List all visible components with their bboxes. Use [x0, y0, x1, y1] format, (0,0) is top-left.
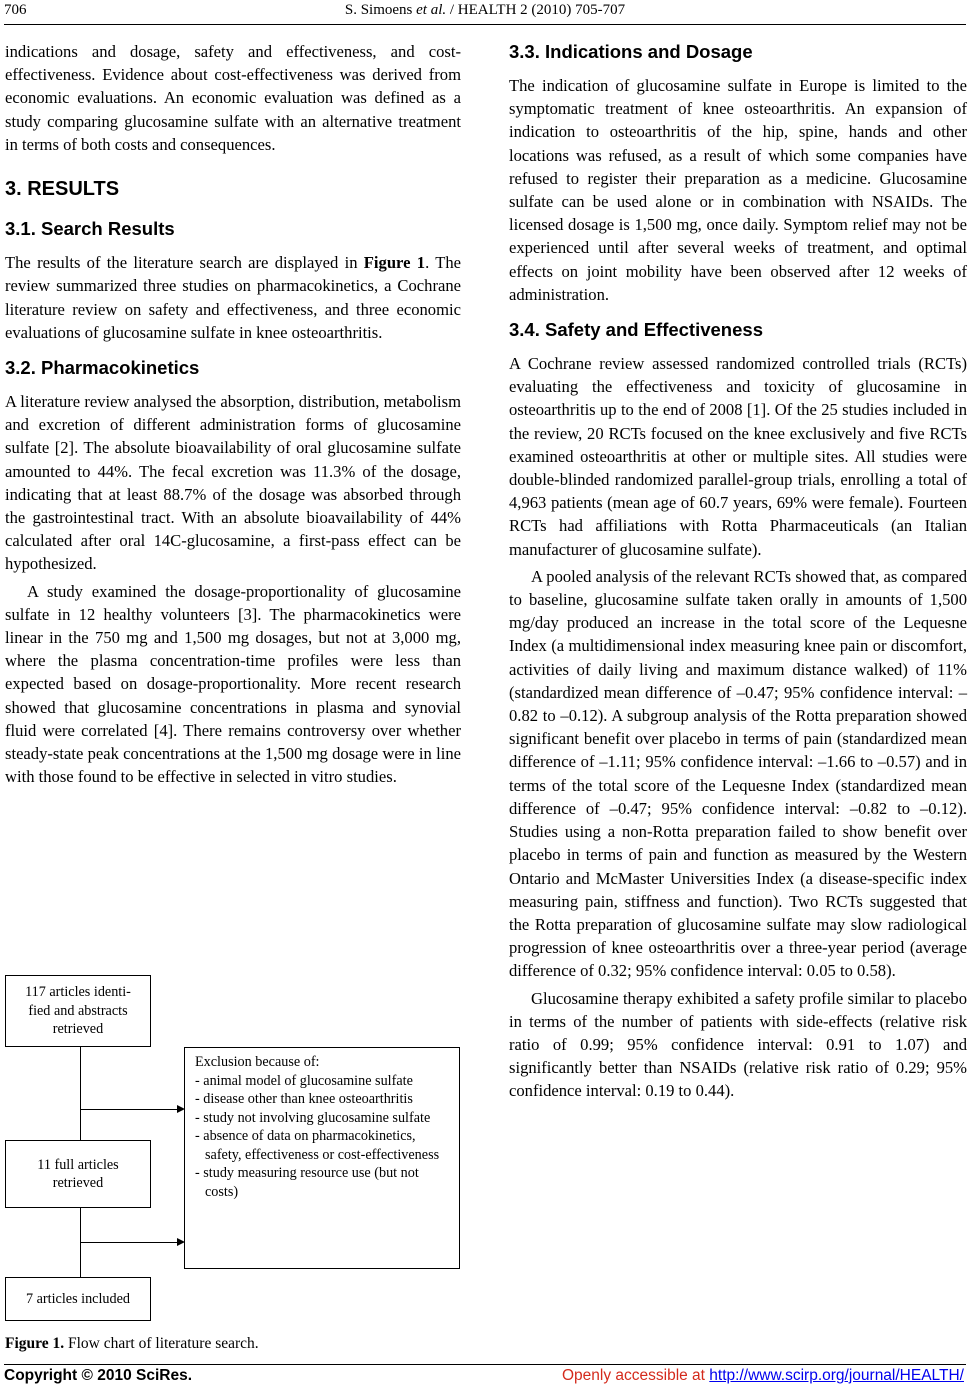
exclusion-title: Exclusion because of: [195, 1054, 320, 1070]
heading-indications-dosage: 3.3. Indications and Dosage [509, 41, 753, 62]
heading-safety-effectiveness: 3.4. Safety and Effectiveness [509, 319, 763, 341]
footer-open-access [562, 1367, 964, 1385]
box-full-articles-label: 11 full articles retrieved [37, 1156, 119, 1191]
footer-copyright: Copyright © 2010 SciRes. [4, 1367, 193, 1384]
connector-line-bottom [80, 1208, 81, 1277]
box-full-articles [5, 1140, 151, 1208]
connector-line-top [80, 1047, 81, 1140]
running-title-journal: / HEALTH 2 (2010) 705-707 [446, 2, 626, 18]
figure-caption-text: Flow chart of literature search. [64, 1335, 259, 1352]
exclusion-item: - absence of data on pharmacokinetics, safety, effectiveness or cost-effectiveness [195, 1128, 440, 1163]
figure-caption [5, 1335, 259, 1353]
box-exclusion-criteria [184, 1047, 460, 1269]
running-title-authors: S. Simoens [344, 2, 417, 18]
journal-url-link[interactable]: http://www.scirp.org/journal/HEALTH/ [709, 1367, 964, 1384]
paragraph-indications: The indication of glucosamine sulfate in Europe is limited to the symptomatic treatment of knee osteoarthritis. An expansion of indication to osteoarthritis of the hip, spine, hands and other locations was refused, as a result of which some companies have refused to register their preparation as a medicine. Glucosamine sulfate can be used alone or in combination with NSAIDs. The licensed dosage is 1,500 mg, once daily. Symptom relief may not be experienced until after several weeks of treatment, and optimal effects on joint mobility have been observed after 12 weeks of administration. [509, 76, 967, 304]
exclusion-item: - animal model of glucosamine sulfate [195, 1072, 413, 1089]
search-text-b: . The review summarized three studies on pharmacokinetics, a Cochrane literature review on safety and effectiveness, and three economic evaluations of glucosamine sulfate in knee osteoarthritis. [5, 253, 461, 342]
figure-1-reference[interactable]: Figure 1 [363, 253, 426, 273]
paragraph-pharmacokinetics-1: A literature review analysed the absorption, distribution, metabolism and excretion of different administration forms of glucosamine sulfate [2]. The absolute bioavailability of oral glucosamine sulfate amounted to 44%. The fecal excretion was 11.3% of the dosage, indicating that at least 88.7% of the dosage was absorbed through the gastrointestinal tract. With an absolute bioavailability of 44% calculated after oral 14C-glucosamine, a first-pass effect can be hypothesized. [5, 392, 461, 574]
heading-results: 3. RESULTS [5, 178, 120, 201]
exclusion-item: - study measuring resource use (but not costs) [195, 1165, 419, 1200]
right-column [509, 40, 967, 1115]
paragraph-safety-3: Glucosamine therapy exhibited a safety profile similar to placebo in terms of the number of patients with side-effects (relative risk ratio of 0.99; 95% confidence interval: 0.91 to 1.07) and significantly better than NSAIDs (relative risk ratio of 0.29; 95% confidence interval: 0.19 to 0.44). [509, 988, 967, 1101]
footer-open-access-text: Openly accessible at [561, 1367, 710, 1384]
box-articles-identified-label: 117 articles identi- fied and abstracts retrieved [25, 984, 131, 1038]
running-title [0, 2, 970, 19]
heading-pharmacokinetics: 3.2. Pharmacokinetics [5, 357, 200, 379]
search-text-a: The results of the literature search are displayed in [5, 253, 364, 273]
exclusion-item: - disease other than knee osteoarthritis [195, 1091, 413, 1107]
arrow-to-exclusion-1 [80, 1109, 177, 1110]
paragraph-safety-2: A pooled analysis of the relevant RCTs showed that, as compared to baseline, glucosamine sulfate taken orally in amounts of 1,500 mg/day produced an increase in the total score of the Lequesne Index (a multidimensional index measuring knee pain or discomfort, activities of daily living and maximum distance walked) of 11% (standardized mean difference of –0.47; 95% confidence interval: –0.82 to –0.12). A subgroup analysis of the Rotta preparation showed significant benefit over placebo in terms of pain (standardized mean difference of –1.11; 95% confidence interval: –1.66 to –0.57) and in terms of the total score of the Lequesne Index (standardized mean difference of –0.47; 95% confidence interval: –0.82 to –0.12). Studies using a non-Rotta preparation failed to show benefit over placebo in terms of pain and function as measured by the Western Ontario and McMaster Universities Index (a disease-specific index measuring pain, stiffness and function). Two RCTs suggested that the Rotta preparation of glucosamine sulfate may slow radiological progression of knee osteoarthritis over a three-year period (average difference of 0.32; 95% confidence interval: 0.05 to 0.58). [509, 566, 967, 981]
box-articles-included [5, 1277, 151, 1321]
footer-rule [4, 1364, 966, 1365]
exclusion-item: - study not involving glucosamine sulfate [195, 1109, 431, 1126]
page-number: 706 [4, 2, 27, 18]
box-articles-included-label: 7 articles included [25, 1290, 130, 1307]
running-title-et-al: et al. [416, 2, 447, 18]
left-column [5, 40, 461, 800]
header-rule [4, 24, 966, 25]
box-articles-identified [5, 975, 151, 1047]
paragraph-intro: indications and dosage, safety and effectiveness, and cost-effectiveness. Evidence about cost-effectiveness was derived from economic evaluations. An economic evaluation was defined as a study comparing glucosamine sulfate with an alternative treatment in terms of both costs and consequences. [5, 42, 461, 154]
paragraph-pharmacokinetics-2: A study examined the dosage-proportionality of glucosamine sulfate in 12 healthy volunteers [3]. The pharmacokinetics were linear in the 750 mg and 1,500 mg dosages, but not at 3,000 mg, where the plasma concentration-time profiles were less than expected based on dosage-proportionality. More recent research showed that glucosamine concentrations in plasma and synovial fluid were correlated [4]. There remains controversy over whether steady-state peak concentrations at the 1,500 mg dosage were in line with those found to be effective in selected in vitro studies. [5, 581, 461, 787]
figure-caption-label: Figure 1. [5, 1335, 65, 1352]
arrow-to-exclusion-2 [80, 1242, 177, 1243]
paragraph-search-results [5, 251, 461, 344]
page-header [0, 2, 970, 24]
heading-search-results: 3.1. Search Results [5, 218, 175, 240]
paragraph-safety-1: A Cochrane review assessed randomized controlled trials (RCTs) evaluating the effectiveness and toxicity of glucosamine in osteoarthritis up to the end of 2008 [1]. Of the 25 studies included in the review, 20 RCTs focused on the knee exclusively and five RCTs examined osteoarthritis at other or multiple sites. All studies were double-blinded randomized parallel-group trials, enrolling a total of 4,963 patients (mean age of 60.7 years, 69% were female). Fourteen RCTs had affiliations with Rotta Pharmaceuticals (an Italian manufacturer of glucosamine sulfate). [509, 354, 967, 559]
